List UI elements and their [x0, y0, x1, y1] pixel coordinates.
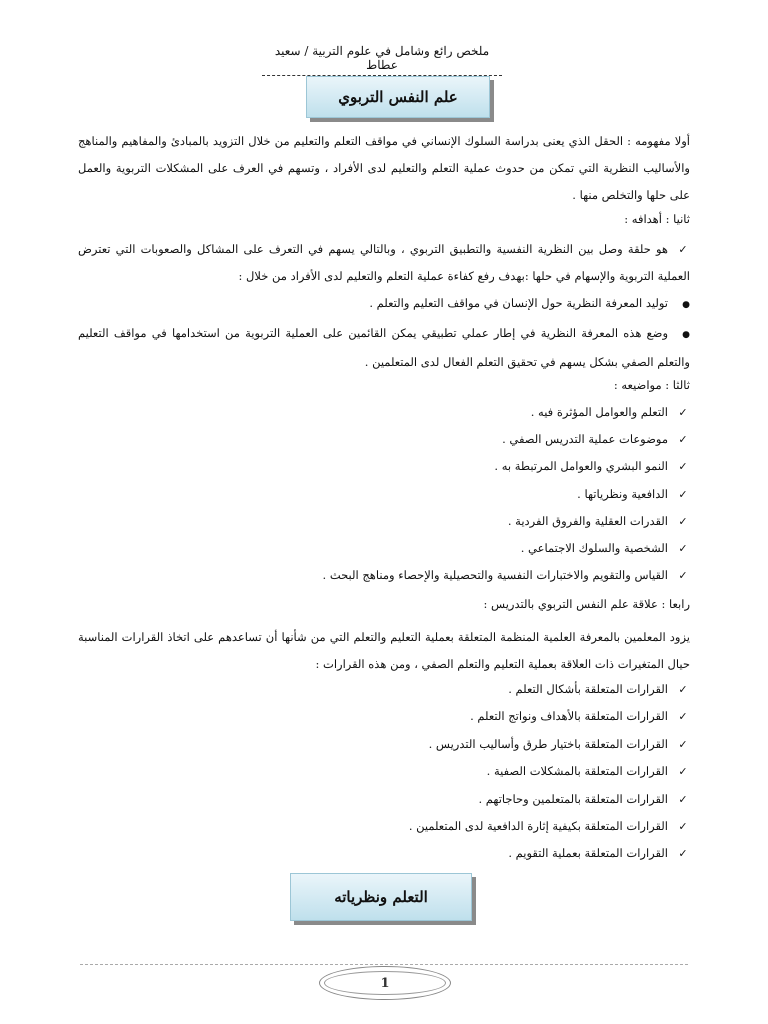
checkmark-icon: ✓	[678, 738, 688, 751]
checkmark-icon: ✓	[678, 820, 688, 833]
goal-bullet-item	[369, 296, 690, 310]
checkmark-icon: ✓	[678, 710, 688, 723]
page-header: ملخص رائع وشامل في علوم التربية / سعيد عطاط	[262, 44, 502, 76]
checkmark-icon: ✓	[678, 460, 688, 473]
goals-heading: ثانيا : أهدافه :	[624, 212, 690, 226]
page-number-badge	[319, 966, 451, 1000]
topic-text: الشخصية والسلوك الاجتماعي .	[520, 541, 668, 555]
decision-item	[508, 682, 690, 696]
checkmark-icon: ✓	[678, 243, 688, 256]
decision-item	[429, 737, 690, 751]
decision-item	[508, 846, 690, 860]
checkmark-icon: ✓	[678, 765, 688, 778]
checkmark-icon: ✓	[678, 683, 688, 696]
decision-text: القرارات المتعلقة بالمتعلمين وحاجاتهم .	[478, 792, 668, 806]
topic-text: الدافعية ونظرياتها .	[577, 487, 668, 501]
section-title: التعلم ونظرياته	[334, 888, 428, 906]
decision-item	[478, 792, 690, 806]
topic-item	[521, 541, 690, 555]
topic-text: القياس والتقويم والاختبارات النفسية والتحصيلية والإحصاء ومناهج البحث .	[322, 568, 668, 582]
goal-item	[78, 236, 690, 290]
section-title: علم النفس التربوي	[338, 88, 458, 106]
bullet-icon: ●	[682, 330, 690, 340]
topics-heading: ثالثا : مواضيعه :	[613, 378, 690, 392]
topic-item	[502, 432, 690, 446]
topic-text: موضوعات عملية التدريس الصفي .	[502, 432, 668, 446]
section-title-box	[290, 873, 472, 921]
footer-divider	[80, 964, 688, 965]
decision-text: القرارات المتعلقة باختيار طرق وأساليب التدريس .	[428, 737, 668, 751]
goal-bullet-text: توليد المعرفة النظرية حول الإنسان في مواقف التعليم والتعلم .	[369, 296, 668, 310]
checkmark-icon: ✓	[678, 793, 688, 806]
decision-text: القرارات المتعلقة بعملية التقويم .	[508, 846, 668, 860]
checkmark-icon: ✓	[678, 515, 688, 528]
topic-item	[531, 405, 690, 419]
intro-paragraph: أولا مفهومه : الحقل الذي يعنى بدراسة السلوك الإنساني في مواقف التعلم والتعليم من خلال التزويد بالمبادئ والمفاهيم والمناهج والأساليب النظرية التي تمكن من حدوث عملية التعلم والتعليم لدى الأفراد ، وتسهم في العرف على المشكلات التربوية والعمل على حلها والتخلص منها .	[78, 134, 690, 202]
decision-text: القرارات المتعلقة بكيفية إثارة الدافعية لدى المتعلمين .	[408, 819, 668, 833]
goal-bullet-item	[78, 320, 690, 376]
checkmark-icon: ✓	[678, 433, 688, 446]
decision-text: القرارات المتعلقة بأشكال التعلم .	[508, 682, 668, 696]
decision-item	[487, 764, 690, 778]
goal-bullet-text: وضع هذه المعرفة النظرية في إطار عملي تطبيقي يمكن القائمين على العملية التربوية من استخدامها في مواقف التعليم والتعلم الصفي بشكل يسهم في تحقيق التعلم الفعال لدى المتعلمين .	[78, 326, 690, 369]
topic-item	[323, 568, 690, 582]
topic-text: القدرات العقلية والفروق الفردية .	[507, 514, 668, 528]
section-title-box	[306, 76, 490, 118]
decision-text: القرارات المتعلقة بالأهداف ونواتج التعلم .	[470, 709, 668, 723]
checkmark-icon: ✓	[678, 569, 688, 582]
bullet-icon: ●	[682, 300, 690, 310]
topic-text: النمو البشري والعوامل المرتبطة به .	[494, 459, 668, 473]
relation-heading: رابعا : علاقة علم النفس التربوي بالتدريس :	[483, 597, 690, 611]
decision-text: القرارات المتعلقة بالمشكلات الصفية .	[486, 764, 668, 778]
topic-text: التعلم والعوامل المؤثرة فيه .	[530, 405, 668, 419]
page-number: 1	[380, 975, 390, 991]
topic-item	[577, 487, 690, 501]
checkmark-icon: ✓	[678, 488, 688, 501]
goal-text: هو حلقة وصل بين النظرية النفسية والتطبيق التربوي ، وبالتالي يسهم في التعرف على المشاكل والصعوبات التي تعترض العملية التربوية والإسهام في حلها :بهدف رفع كفاءة عملية التعلم والتعليم لدى الأفراد من خلال :	[78, 242, 690, 283]
checkmark-icon: ✓	[678, 542, 688, 555]
decision-item	[470, 709, 690, 723]
relation-paragraph: يزود المعلمين بالمعرفة العلمية المنظمة المتعلقة بعملية التعليم والتعلم التي من شأنها أن تساعدهم على اتخاذ القرارات المناسبة حيال المتغيرات ذات العلاقة بعملية التعليم والتعلم الصفي ، ومن هذه القرارات :	[78, 630, 690, 671]
decision-item	[409, 819, 690, 833]
topic-item	[494, 459, 690, 473]
checkmark-icon: ✓	[678, 406, 688, 419]
checkmark-icon: ✓	[678, 847, 688, 860]
topic-item	[508, 514, 690, 528]
